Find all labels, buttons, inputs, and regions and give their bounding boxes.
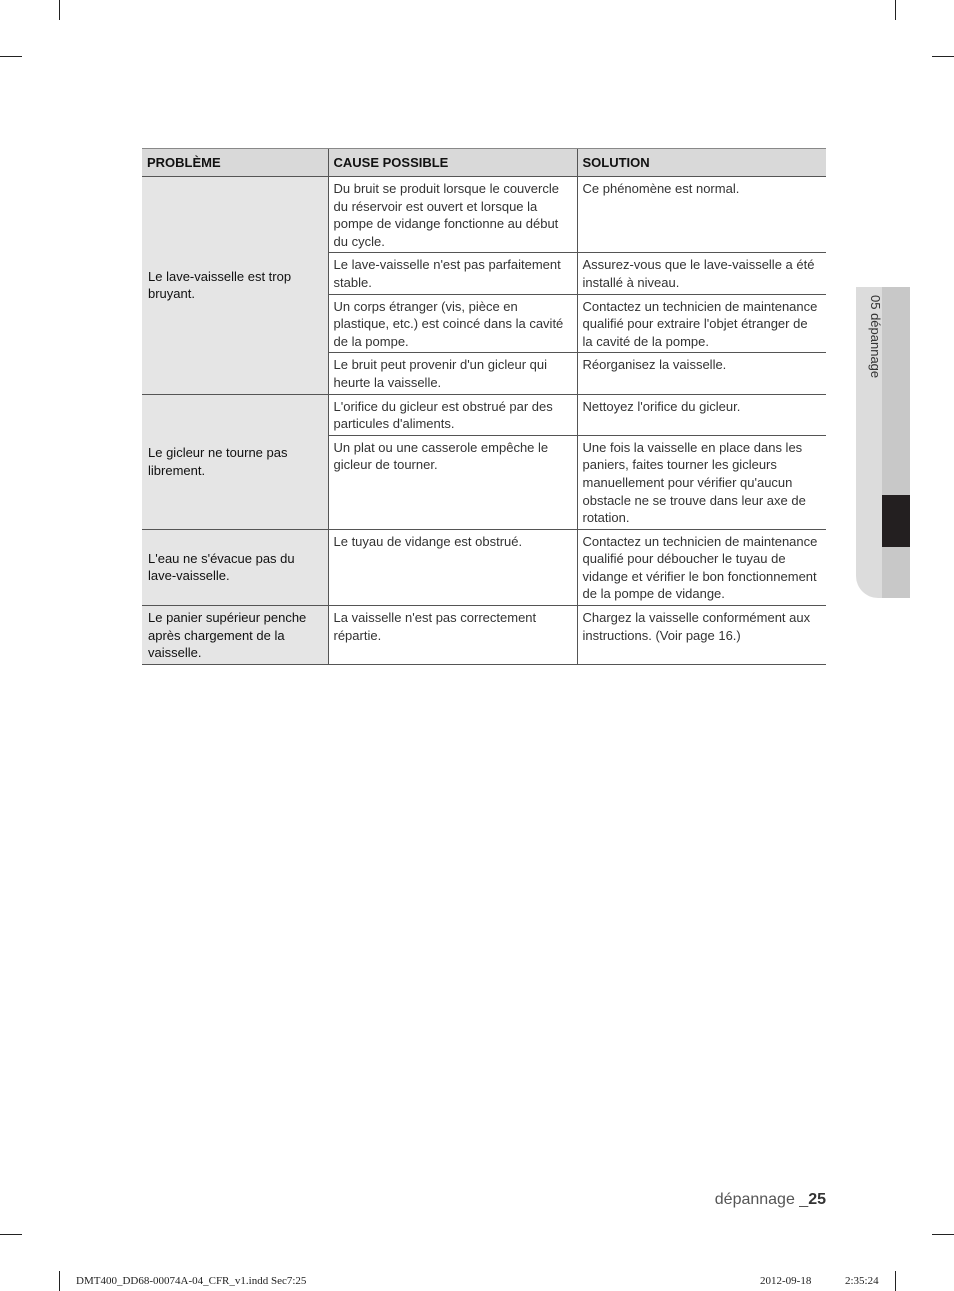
page-number: 25 xyxy=(808,1191,826,1208)
troubleshooting-table xyxy=(142,148,826,665)
header-problem: PROBLÈME xyxy=(142,149,328,177)
slug-filename: DMT400_DD68-00074A-04_CFR_v1.indd Sec7:25 xyxy=(76,1275,307,1287)
crop-mark xyxy=(0,1234,22,1235)
solution-cell: Ce phénomène est normal. xyxy=(577,177,826,253)
cause-cell: Le bruit peut provenir d'un gicleur qui heurte la vaisselle. xyxy=(328,353,577,394)
table-header-row xyxy=(142,149,826,177)
table-row xyxy=(142,606,826,665)
table-row xyxy=(142,529,826,605)
cause-cell: Un plat ou une casserole empêche le gicleur de tourner. xyxy=(328,435,577,529)
crop-mark xyxy=(59,1271,60,1291)
problem-cell: Le lave-vaisselle est trop bruyant. xyxy=(142,177,328,395)
table-row xyxy=(142,394,826,435)
solution-cell: Réorganisez la vaisselle. xyxy=(577,353,826,394)
solution-cell: Assurez-vous que le lave-vaisselle a été installé à niveau. xyxy=(577,253,826,294)
crop-mark xyxy=(59,0,60,20)
table-row xyxy=(142,177,826,253)
header-solution: SOLUTION xyxy=(577,149,826,177)
crop-mark xyxy=(895,0,896,20)
solution-cell: Nettoyez l'orifice du gicleur. xyxy=(577,394,826,435)
chapter-tab-marker xyxy=(882,495,910,547)
problem-cell: Le gicleur ne tourne pas librement. xyxy=(142,394,328,529)
problem-cell: L'eau ne s'évacue pas du lave-vaisselle. xyxy=(142,529,328,605)
footer-section: dépannage _ xyxy=(714,1191,809,1208)
slug-time: 2:35:24 xyxy=(845,1275,879,1287)
slug-date: 2012-09-18 xyxy=(760,1275,812,1287)
solution-cell: Chargez la vaisselle conformément aux instructions. (Voir page 16.) xyxy=(577,606,826,665)
crop-mark xyxy=(895,1271,896,1291)
solution-cell: Contactez un technicien de maintenance qualifié pour déboucher le tuyau de vidange et vérifier le bon fonctionnement de la pompe de vidange. xyxy=(577,529,826,605)
solution-cell: Une fois la vaisselle en place dans les paniers, faites tourner les gicleurs manuellement pour vérifier qu'aucun obstacle ne se trouve dans leur axe de rotation. xyxy=(577,435,826,529)
chapter-tab-label: 05 dépannage xyxy=(868,295,883,379)
chapter-tab-strip xyxy=(882,287,910,598)
solution-cell: Contactez un technicien de maintenance qualifié pour extraire l'objet étranger de la cavité de la pompe. xyxy=(577,294,826,353)
problem-cell: Le panier supérieur penche après chargement de la vaisselle. xyxy=(142,606,328,665)
cause-cell: Un corps étranger (vis, pièce en plastique, etc.) est coincé dans la cavité de la pompe. xyxy=(328,294,577,353)
cause-cell: Le lave-vaisselle n'est pas parfaitement stable. xyxy=(328,253,577,294)
cause-cell: La vaisselle n'est pas correctement répartie. xyxy=(328,606,577,665)
page-footer xyxy=(715,1191,826,1209)
crop-mark xyxy=(0,56,22,57)
header-cause: CAUSE POSSIBLE xyxy=(328,149,577,177)
cause-cell: Du bruit se produit lorsque le couvercle du réservoir est ouvert et lorsque la pompe de vidange fonctionne au début du cycle. xyxy=(328,177,577,253)
crop-mark xyxy=(932,1234,954,1235)
crop-mark xyxy=(932,56,954,57)
cause-cell: Le tuyau de vidange est obstrué. xyxy=(328,529,577,605)
cause-cell: L'orifice du gicleur est obstrué par des particules d'aliments. xyxy=(328,394,577,435)
